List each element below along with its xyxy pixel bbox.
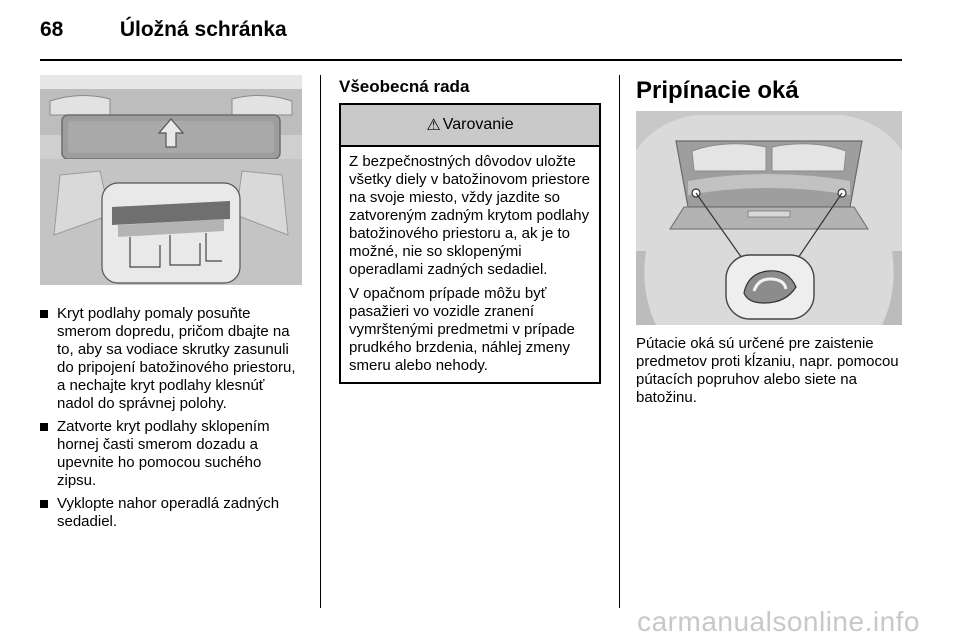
warning-header — [341, 105, 599, 147]
section-title: Všeobecná rada — [339, 77, 470, 96]
column-2 — [339, 75, 601, 384]
page-number: 68 — [40, 18, 64, 41]
header-divider — [40, 59, 902, 61]
warning-paragraph: Z bezpečnostných dôvodov uložte všetky diely v batožinovom priestore na svoje miesto, vždy jazdite so zatvoreným zadným krytom podlahy batožinového priestoru a, ak je to možné, nie so sklopenými operadlami zadných sedadiel. — [349, 153, 590, 278]
bullet-square-icon — [40, 423, 48, 431]
chapter-title: Úložná schránka — [119, 18, 287, 41]
bullet-square-icon — [40, 310, 48, 318]
bullet-square-icon — [40, 500, 48, 508]
list-item: Kryt podlahy pomaly posuňte smerom dopredu, pričom dbajte na to, aby sa vodiace skrutky zasunuli do pripojení batožinového priestoru, a nechajte kryt podlahy klesnúť nadol do správnej polohy. — [40, 305, 302, 413]
column-divider-2 — [619, 75, 620, 608]
column-divider-1 — [320, 75, 321, 608]
section-title: Pripínacie oká — [636, 77, 799, 104]
list-item: Zatvorte kryt podlahy sklopením hornej časti smerom dozadu a upevnite ho pomocou suchého zipsu. — [40, 418, 302, 490]
warning-body — [341, 147, 599, 382]
warning-triangle-icon: ⚠ — [426, 117, 441, 134]
description-paragraph: Pútacie oká sú určené pre zaistenie predmetov proti kĺzaniu, napr. pomocou pútacích popruhov alebo siete na batožinu. — [636, 335, 899, 406]
warning-paragraph: V opačnom prípade môžu byť pasažieri vo vozidle zranení vymrštenými predmetmi v prípade prudkého brzdenia, náhlej zmeny smeru alebo nehody. — [349, 285, 575, 374]
page-header — [40, 18, 287, 42]
watermark: carmanualsonline.info — [637, 606, 920, 637]
column-1 — [40, 75, 302, 536]
warning-title: Varovanie — [442, 116, 514, 133]
lashing-eyes-illustration — [636, 111, 902, 325]
warning-box — [339, 103, 601, 384]
list-item: Vyklopte nahor operadlá zadných sedadiel. — [40, 495, 302, 531]
cargo-floor-cover-illustration — [40, 75, 302, 285]
column-3 — [636, 75, 902, 407]
instruction-list — [40, 305, 302, 531]
